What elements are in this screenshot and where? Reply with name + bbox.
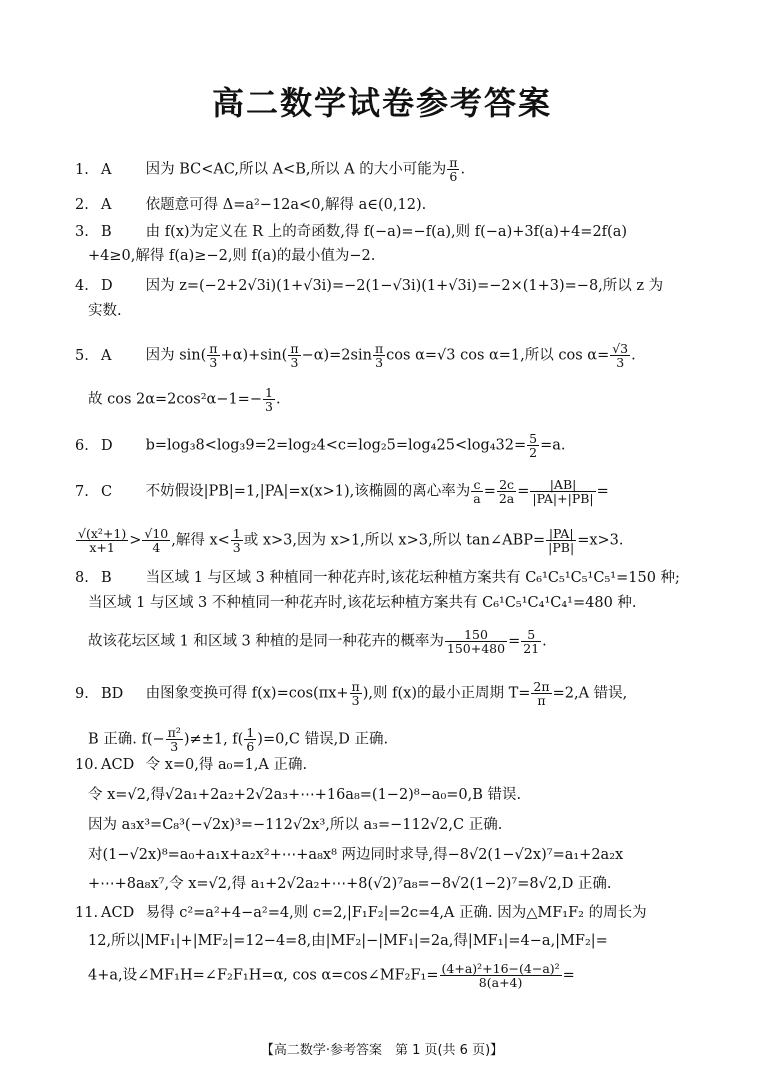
answer-8-cont2: 故该花坛区域 1 和区域 3 种植的是同一种花卉的概率为 $\frac{150}{150+480}$ = $\frac{5}{21}$ .	[88, 627, 547, 656]
page-title: 高二数学试卷参考答案	[211, 84, 552, 122]
answer-4-cont: 实数.	[88, 303, 122, 319]
answer-11-cont2: 4+a,设∠MF₁H=∠F₂F₁H=α, cos α=cos∠MF₂F₁= $\frac{\text{(4+a)²+16−(4−a)²}}{8(a+4)}$ =	[88, 961, 575, 990]
answer-10-cont2: 因为 a₃x³=C₈³(−√2x)³=−112√2x³,所以 a₃=−112√2,C 正确.	[88, 817, 503, 833]
answer-11: 11. ACD 易得 c²=a²+4−a²=4,则 c=2,|F₁F₂|=2c=4,A 正确. 因为△MF₁F₂ 的周长为	[75, 905, 647, 921]
answer-1: 1. A 因为 BC<AC,所以 A<B,所以 A 的大小可能为 $\frac{\pi}{6}$ .	[75, 155, 466, 184]
answer-4: 4. D 因为 z=(−2+2√3i)(1+√3i)=−2(1−√3i)(1+√3i)=−2×(1+3)=−8,所以 z 为	[75, 278, 664, 294]
answer-10-cont3: 对(1−√2x)⁸=a₀+a₁x+a₂x²+⋯+a₈x⁸ 两边同时求导,得−8√2(1−√2x)⁷=a₁+2a₂x	[88, 847, 624, 863]
answer-6: 6. D b=log₃8<log₃9=2=log₂4<c=log₂5=log₄25<log₄32= $\frac{5}{2}$ =a.	[75, 431, 566, 460]
answer-5: 5. A 因为 sin( $\frac{\pi}{3}$ +α)+sin( $\frac{\pi}{3}$ −α)=2sin $\frac{\pi}{3}$ cos α=√3 cos α=1,所以 cos α= $\frac{√3}{3}$ .	[75, 341, 636, 370]
answer-11-cont1: 12,所以|MF₁|+|MF₂|=12−4=8,由|MF₂|−|MF₁|=2a,得|MF₁|=4−a,|MF₂|=	[88, 933, 608, 949]
answer-3: 3. B 由 f(x)为定义在 R 上的奇函数,得 f(−a)=−f(a),则 f(−a)+3f(a)+4=2f(a)	[75, 224, 627, 240]
answer-2: 2. A 依题意可得 Δ=a²−12a<0,解得 a∈(0,12).	[75, 197, 427, 213]
fraction: $\frac{\pi}{6}$	[449, 155, 458, 184]
page-footer: 【高二数学·参考答案 第 1 页(共 6 页)】	[260, 1043, 504, 1058]
answer-8-cont: 当区域 1 与区域 3 不种植同一种花卉时,该花坛种植方案共有 C₆¹C₅¹C₄¹C₄¹=480 种.	[88, 595, 637, 611]
answer-3-cont: +4≥0,解得 f(a)≥−2,则 f(a)的最小值为−2.	[88, 248, 376, 264]
answer-5-cont: 故 cos 2α=2cos²α−1=− $\frac{1}{3}$ .	[88, 385, 281, 414]
answer-9-cont: B 正确. f(− $\frac{\text{π²}}{3}$ )≠±1, f( $\frac{1}{6}$ )=0,C 错误,D 正确.	[88, 725, 389, 754]
answer-10-cont4: +⋯+8a₈x⁷,令 x=√2,得 a₁+2√2a₂+⋯+8(√2)⁷a₈=−8√2(1−2)⁷=8√2,D 正确.	[88, 876, 612, 892]
answer-7-cont: $\frac{\text{√(x²+1)}}{x+1}$ > $\frac{√10}{4}$ ,解得 x< $\frac{1}{3}$ 或 x>3,因为 x>1,所以 x>3,所以 tan∠ABP= $\frac{|PA|}{|PB|}$ =x>3.	[78, 526, 624, 555]
answer-7: 7. C 不妨假设|PB|=1,|PA|=x(x>1),该椭圆的离心率为 $\frac{c}{a}$ = $\frac{2c}{2a}$ = $\frac{|AB|}{|PA|+|PB|}$ =	[75, 477, 609, 506]
answer-10: 10. ACD 令 x=0,得 a₀=1,A 正确.	[75, 757, 308, 773]
answer-10-cont1: 令 x=√2,得√2a₁+2a₂+2√2a₃+⋯+16a₈=(1−2)⁸−a₀=0,B 错误.	[88, 787, 522, 803]
answer-9: 9. BD 由图象变换可得 f(x)=cos(πx+ $\frac{\pi}{3}$ ),则 f(x)的最小正周期 T= $\frac{2\pi}{\pi}$ =2,A 错误,	[75, 679, 628, 708]
answer-8: 8. B 当区域 1 与区域 3 种植同一种花卉时,该花坛种植方案共有 C₆¹C₅¹C₅¹C₅¹=150 种;	[75, 570, 680, 586]
